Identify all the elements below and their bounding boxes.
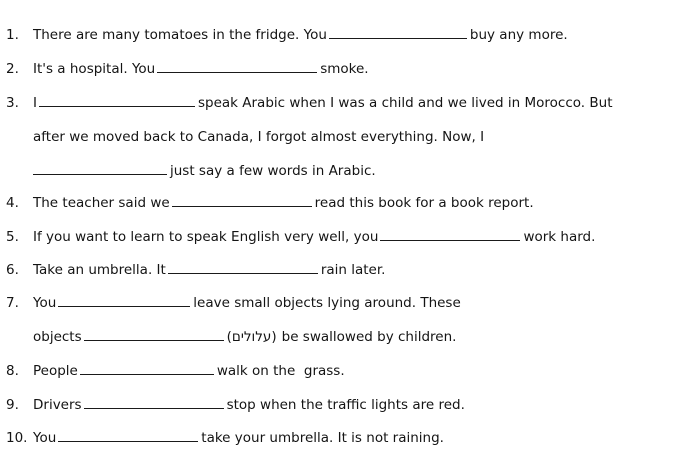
item-text-before: If you want to learn to speak English very well, you (33, 229, 379, 245)
item-text-after: stop when the traffic lights are red. (226, 397, 465, 413)
answer-blank[interactable] (172, 192, 312, 207)
answer-blank[interactable] (58, 292, 190, 307)
item-text-before: Take an umbrella. It (33, 262, 166, 278)
item-text-before: People (33, 363, 78, 379)
hebrew-gloss: (עלולים) (226, 329, 277, 345)
item-text-after: take your umbrella. It is not raining. (201, 430, 444, 446)
item-number: 3. (6, 95, 19, 111)
item-text-before: There are many tomatoes in the fridge. You (33, 27, 327, 43)
item-text-before: You (33, 295, 57, 311)
item-text-before: objects (33, 329, 82, 345)
item-number: 7. (6, 295, 19, 311)
item-text-after: buy any more. (469, 27, 568, 43)
answer-blank[interactable] (380, 226, 520, 241)
answer-blank[interactable] (58, 427, 198, 442)
item-text-before: It's a hospital. You (33, 61, 156, 77)
item-text-continued: after we moved back to Canada, I forgot almost everything. Now, I (33, 129, 485, 145)
answer-blank[interactable] (84, 326, 224, 341)
answer-blank[interactable] (39, 92, 195, 107)
item-number: 6. (6, 262, 19, 278)
item-text-after: rain later. (320, 262, 386, 278)
item-number: 9. (6, 397, 19, 413)
item-number: 10. (6, 430, 28, 446)
item-text-after: read this book for a book report. (314, 195, 534, 211)
answer-blank[interactable] (80, 360, 214, 375)
item-text-before: The teacher said we (33, 195, 170, 211)
item-text-before: Drivers (33, 397, 82, 413)
item-text-after: be swallowed by children. (281, 329, 457, 345)
item-text-after: smoke. (320, 61, 369, 77)
item-text-after: speak Arabic when I was a child and we lived in Morocco. But (197, 95, 613, 111)
answer-blank[interactable] (33, 160, 167, 175)
item-text-after: walk on the grass. (216, 363, 345, 379)
answer-blank[interactable] (329, 24, 467, 39)
item-text-after: just say a few words in Arabic. (170, 163, 376, 179)
item-number: 1. (6, 27, 19, 43)
item-text-after: leave small objects lying around. These (193, 295, 461, 311)
item-text-before: You (33, 430, 57, 446)
item-number: 8. (6, 363, 19, 379)
answer-blank[interactable] (84, 394, 224, 409)
item-number: 2. (6, 61, 19, 77)
item-number: 4. (6, 195, 19, 211)
item-text-before: I (33, 95, 37, 111)
answer-blank[interactable] (157, 58, 317, 73)
item-text-after: work hard. (523, 229, 596, 245)
answer-blank[interactable] (168, 259, 318, 274)
item-number: 5. (6, 229, 19, 245)
